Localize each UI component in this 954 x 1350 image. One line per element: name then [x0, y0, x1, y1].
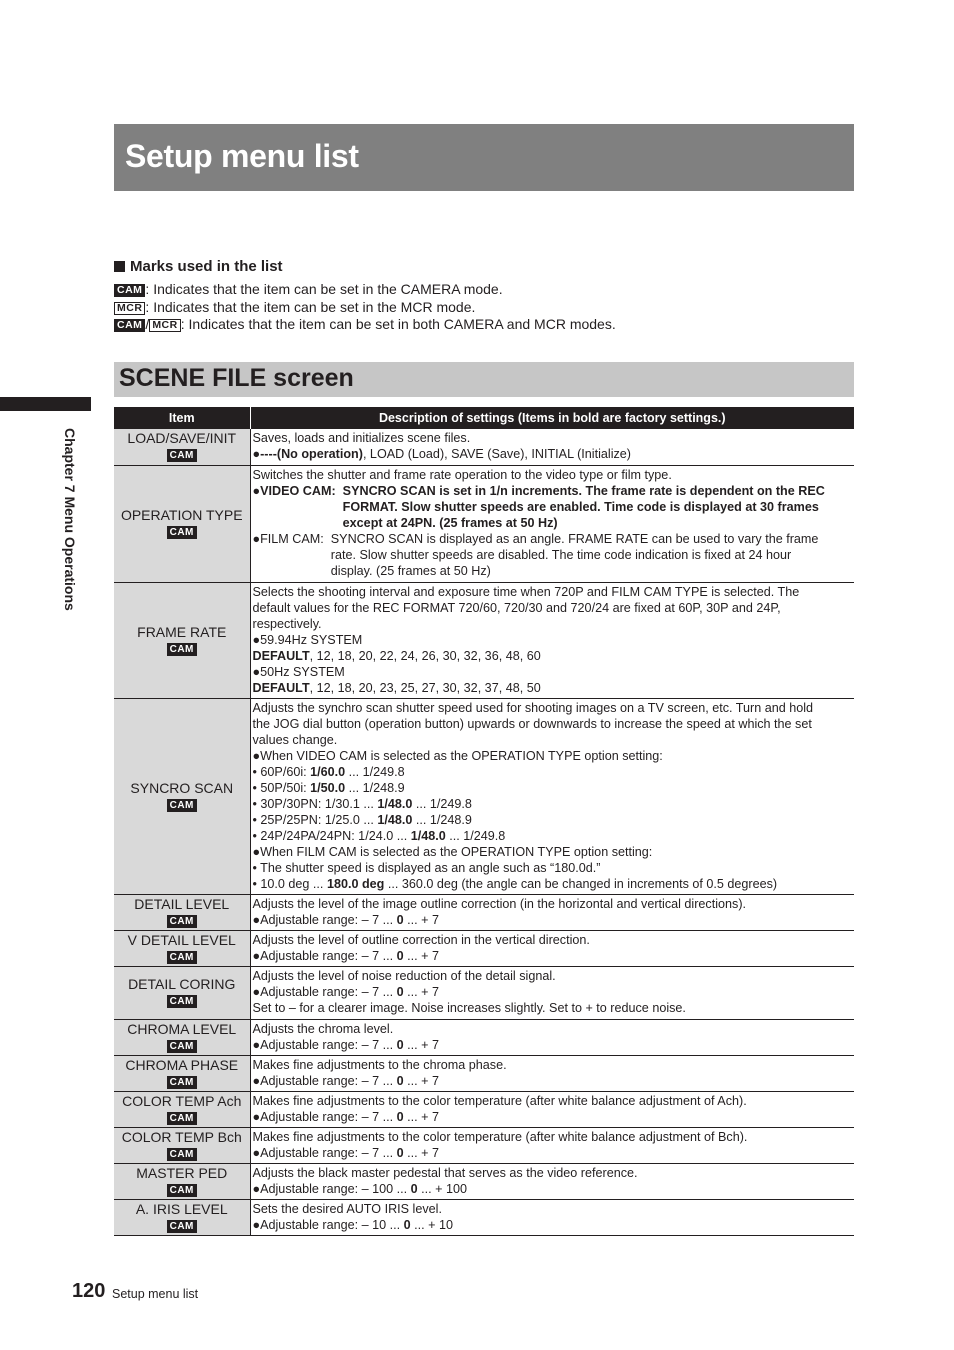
- description-cell: [250, 582, 854, 698]
- description-text: ●Adjustable range: – 7 ...: [252, 1145, 397, 1160]
- cam-badge: CAM: [167, 1220, 197, 1233]
- table-row: [114, 698, 854, 894]
- item-cell: [114, 1199, 250, 1235]
- table-row: [114, 894, 854, 930]
- description-line: [253, 632, 853, 648]
- option-text-line: FORMAT. Slow shutter speeds are enabled. Time code is displayed at 30 frames: [342, 499, 819, 514]
- item-name: COLOR TEMP Ach: [122, 1092, 242, 1109]
- description-text: Makes fine adjustments to the color temperature (after white balance adjustment of Ach).: [252, 1093, 747, 1108]
- factory-setting-text: DEFAULT: [252, 680, 310, 695]
- option-label: ●VIDEO CAM:: [252, 483, 343, 498]
- mcr-badge: MCR: [114, 302, 145, 315]
- item-cell: [114, 429, 250, 465]
- item-name: DETAIL CORING: [128, 976, 236, 992]
- option-block: [253, 531, 853, 579]
- description-line: [253, 584, 853, 600]
- description-line: [253, 430, 853, 446]
- factory-setting-text: 0: [396, 948, 404, 963]
- description-text: Selects the shooting interval and exposure time when 720P and FILM CAM TYPE is selected. The: [252, 584, 800, 599]
- description-line: [253, 1165, 853, 1181]
- cam-badge: CAM: [167, 526, 197, 539]
- cam-badge: CAM: [167, 1184, 197, 1197]
- cam-badge: CAM: [167, 1148, 197, 1161]
- description-cell: [250, 1019, 854, 1055]
- description-line: [253, 984, 853, 1000]
- mark-line-cam: [114, 281, 854, 299]
- description-line: [253, 1201, 853, 1217]
- description-line: [253, 700, 853, 716]
- description-line: [253, 1021, 853, 1037]
- footer-text: Setup menu list: [112, 1287, 199, 1301]
- item-name: FRAME RATE: [137, 623, 227, 640]
- description-text: ... 1/248.9: [345, 780, 405, 795]
- description-text: respectively.: [252, 616, 322, 631]
- factory-setting-text: 1/48.0: [377, 812, 413, 827]
- description-text: ●Adjustable range: – 7 ...: [252, 1073, 397, 1088]
- item-name: LOAD/SAVE/INIT: [127, 430, 237, 447]
- description-line: [253, 1217, 853, 1233]
- description-line: [253, 860, 853, 876]
- cam-badge: CAM: [167, 1112, 197, 1125]
- factory-setting-text: 0: [396, 1109, 404, 1124]
- description-text: , LOAD (Load), SAVE (Save), INITIAL (Initialize): [362, 447, 631, 461]
- cam-badge: CAM: [167, 995, 197, 1008]
- description-text: • 60P/60i:: [252, 764, 311, 779]
- description-text: • 25P/25PN: 1/25.0 ...: [252, 812, 378, 827]
- item-name: MASTER PED: [136, 1164, 228, 1181]
- item-cell: [114, 894, 250, 930]
- description-text: • 50P/50i:: [252, 780, 311, 795]
- option-text-line: rate. Slow shutter speeds are disabled. The time code indication is fixed at 24 hour: [330, 547, 792, 562]
- description-text: ... + 7: [403, 1145, 440, 1160]
- item-cell: [114, 1091, 250, 1127]
- description-text: ●Adjustable range: – 100 ...: [252, 1181, 411, 1196]
- description-text: ●Adjustable range: – 7 ...: [252, 948, 397, 963]
- item-cell: [114, 1055, 250, 1091]
- description-text: Adjusts the level of noise reduction of the detail signal.: [252, 968, 556, 983]
- table-row: [114, 966, 854, 1019]
- description-line: [253, 780, 853, 796]
- table-row: [114, 582, 854, 698]
- description-line: [253, 968, 853, 984]
- description-cell: [250, 1199, 854, 1235]
- factory-setting-text: DEFAULT: [252, 648, 310, 663]
- description-line: [253, 876, 853, 892]
- table-header-row: [114, 407, 854, 429]
- item-cell: [114, 930, 250, 966]
- item-cell: [114, 1019, 250, 1055]
- description-text: ... + 7: [403, 948, 440, 963]
- factory-setting-text: 0: [396, 1073, 404, 1088]
- description-text: ... + 7: [403, 984, 440, 999]
- marks-heading-text: Marks used in the list: [130, 258, 283, 275]
- factory-setting-text: 180.0 deg: [326, 876, 385, 891]
- description-line: [253, 1057, 853, 1073]
- description-text: , 12, 18, 20, 22, 24, 26, 30, 32, 36, 48, 60: [309, 648, 541, 663]
- description-text: ●When VIDEO CAM is selected as the OPERATION TYPE option setting:: [252, 748, 663, 763]
- description-line: [253, 648, 853, 664]
- description-text: ●Adjustable range: – 10 ...: [252, 1217, 404, 1232]
- description-text: ●50Hz SYSTEM: [252, 664, 345, 679]
- item-cell: [114, 1163, 250, 1199]
- option-text-line: SYNCRO SCAN is displayed as an angle. FRAME RATE can be used to vary the frame: [330, 531, 819, 546]
- item-name: COLOR TEMP Bch: [121, 1128, 242, 1145]
- item-cell: [114, 1127, 250, 1163]
- factory-setting-text: 1/48.0: [377, 796, 413, 811]
- badge-separator: /: [145, 316, 150, 332]
- description-cell: [250, 1091, 854, 1127]
- item-name: OPERATION TYPE: [120, 507, 243, 523]
- table-row: [114, 1019, 854, 1055]
- description-line: [253, 1181, 853, 1197]
- table-body: [114, 429, 854, 1235]
- table-row: [114, 429, 854, 465]
- description-text: Adjusts the synchro scan shutter speed used for shooting images on a TV screen, etc. Turn and hold: [252, 700, 814, 715]
- description-text: Makes fine adjustments to the chroma phase.: [252, 1057, 507, 1072]
- header-item: Item: [114, 407, 250, 429]
- section-title: SCENE FILE screen: [119, 364, 354, 392]
- description-text: Makes fine adjustments to the color temperature (after white balance adjustment of Bch).: [252, 1129, 748, 1144]
- description-text: ... 1/249.8: [445, 828, 506, 843]
- option-block: [253, 483, 853, 531]
- description-text: Set to – for a clearer image. Noise increases slightly. Set to + to reduce noise.: [252, 1000, 686, 1015]
- description-line: [253, 467, 853, 483]
- description-text: ... + 100: [417, 1181, 468, 1196]
- description-text: ●When FILM CAM is selected as the OPERATION TYPE option setting:: [252, 844, 653, 859]
- description-text: ●Adjustable range: – 7 ...: [252, 912, 397, 927]
- table-row: [114, 1163, 854, 1199]
- option-text-line: SYNCRO SCAN is set in 1/n increments. The frame rate is dependent on the REC: [342, 483, 825, 498]
- description-text: ... + 7: [403, 1073, 440, 1088]
- description-cell: [250, 894, 854, 930]
- mark-line-mcr: [114, 299, 854, 317]
- description-cell: [250, 1055, 854, 1091]
- description-text: Saves, loads and initializes scene files.: [252, 431, 471, 445]
- table-row: [114, 1055, 854, 1091]
- header-description: Description of settings (Items in bold are factory settings.): [250, 407, 854, 429]
- description-text: default values for the REC FORMAT 720/60, 720/30 and 720/24 are fixed at 60P, 30P and 24P,: [252, 600, 781, 615]
- description-line: [253, 948, 853, 964]
- title-banner: [114, 124, 854, 191]
- description-line: [253, 748, 853, 764]
- description-text: ... 360.0 deg (the angle can be changed in increments of 0.5 degrees): [384, 876, 778, 891]
- description-text: ●: [252, 447, 261, 461]
- description-text: ●Adjustable range: – 7 ...: [252, 1037, 397, 1052]
- item-name: CHROMA LEVEL: [127, 1020, 237, 1037]
- option-text: [331, 531, 819, 579]
- description-text: ... + 7: [403, 1037, 440, 1052]
- table-row: [114, 930, 854, 966]
- description-text: Adjusts the level of outline correction in the vertical direction.: [252, 932, 590, 947]
- table-row: [114, 1199, 854, 1235]
- item-cell: [114, 698, 250, 894]
- description-line: [253, 1109, 853, 1125]
- mark-text-mcr: : Indicates that the item can be set in the MCR mode.: [145, 298, 476, 315]
- cam-badge: CAM: [167, 915, 197, 928]
- description-line: [253, 912, 853, 928]
- cam-badge: CAM: [167, 643, 197, 656]
- item-cell: [114, 966, 250, 1019]
- description-text: ... + 7: [403, 1109, 440, 1124]
- description-text: the JOG dial button (operation button) upwards or downwards to increase the speed at which the set: [252, 716, 812, 731]
- factory-setting-text: 0: [403, 1217, 411, 1232]
- description-cell: [250, 698, 854, 894]
- description-text: ... 1/249.8: [345, 764, 405, 779]
- description-text: • 24P/24PA/24PN: 1/24.0 ...: [252, 828, 411, 843]
- description-line: [253, 932, 853, 948]
- table-row: [114, 465, 854, 582]
- option-label: ●FILM CAM:: [252, 531, 331, 546]
- description-line: [253, 600, 853, 616]
- scene-file-table: [114, 407, 854, 1236]
- description-line: [253, 1145, 853, 1161]
- cam-badge: CAM: [167, 449, 197, 462]
- mark-text-cam: : Indicates that the item can be set in the CAMERA mode.: [145, 281, 503, 297]
- description-text: ... 1/249.8: [412, 796, 472, 811]
- description-text: ... + 10: [410, 1217, 454, 1232]
- description-line: [253, 664, 853, 680]
- description-line: [253, 446, 853, 462]
- item-cell: [114, 582, 250, 698]
- table-row: [114, 1091, 854, 1127]
- description-text: • 30P/30PN: 1/30.1 ...: [252, 796, 378, 811]
- description-cell: [250, 1163, 854, 1199]
- cam-badge: CAM: [167, 799, 197, 812]
- factory-setting-text: 0: [396, 984, 404, 999]
- description-text: ●Adjustable range: – 7 ...: [252, 984, 397, 999]
- description-cell: [250, 966, 854, 1019]
- factory-setting-text: 1/48.0: [410, 828, 446, 843]
- factory-setting-text: 0: [396, 1145, 404, 1160]
- factory-setting-text: 0: [410, 1181, 418, 1196]
- cam-badge: CAM: [167, 1040, 197, 1053]
- cam-badge: CAM: [114, 284, 145, 297]
- item-name: SYNCRO SCAN: [130, 779, 234, 796]
- item-name: A. IRIS LEVEL: [135, 1200, 228, 1217]
- factory-setting-text: ----(No operation): [260, 447, 363, 461]
- mark-line-both: [114, 316, 854, 334]
- item-name: DETAIL LEVEL: [134, 895, 230, 912]
- description-text: ●Adjustable range: – 7 ...: [252, 1109, 397, 1124]
- factory-setting-text: 1/50.0: [310, 780, 346, 795]
- page-title: Setup menu list: [125, 138, 359, 174]
- description-line: [253, 828, 853, 844]
- description-line: [253, 796, 853, 812]
- description-line: [253, 1129, 853, 1145]
- description-cell: [250, 429, 854, 465]
- description-text: ... 1/248.9: [412, 812, 472, 827]
- item-name: CHROMA PHASE: [125, 1056, 239, 1073]
- page-number: 120: [72, 1280, 106, 1302]
- description-text: ... + 7: [403, 912, 440, 927]
- description-cell: [250, 930, 854, 966]
- mcr-badge: MCR: [149, 319, 180, 332]
- cam-badge: CAM: [114, 319, 145, 332]
- description-text: Switches the shutter and frame rate operation to the video type or film type.: [252, 467, 672, 482]
- factory-setting-text: 0: [396, 1037, 404, 1052]
- item-name: V DETAIL LEVEL: [127, 931, 236, 948]
- description-text: Adjusts the black master pedestal that serves as the video reference.: [252, 1165, 638, 1180]
- marks-heading: [114, 258, 854, 275]
- description-text: ●59.94Hz SYSTEM: [252, 632, 363, 647]
- description-text: Sets the desired AUTO IRIS level.: [252, 1201, 442, 1216]
- option-text-line: display. (25 frames at 50 Hz): [330, 563, 491, 578]
- description-cell: [250, 1127, 854, 1163]
- cam-badge: CAM: [167, 951, 197, 964]
- description-text: Adjusts the level of the image outline correction (in the horizontal and vertical directions).: [252, 896, 747, 911]
- description-line: [253, 896, 853, 912]
- option-text-line: except at 24PN. (25 frames at 50 Hz): [342, 515, 558, 530]
- description-cell: [250, 465, 854, 582]
- description-text: values change.: [252, 732, 338, 747]
- chapter-tab-bar: [0, 397, 91, 411]
- description-line: [253, 764, 853, 780]
- description-line: [253, 1073, 853, 1089]
- factory-setting-text: 1/60.0: [310, 764, 346, 779]
- description-text: • The shutter speed is displayed as an angle such as “180.0d.”: [252, 860, 601, 875]
- description-line: [253, 1037, 853, 1053]
- description-text: , 12, 18, 20, 23, 25, 27, 30, 32, 37, 48, 50: [309, 680, 541, 695]
- mark-text-both: : Indicates that the item can be set in both CAMERA and MCR modes.: [180, 316, 616, 332]
- description-line: [253, 680, 853, 696]
- factory-setting-text: 0: [396, 912, 404, 927]
- table-row: [114, 1127, 854, 1163]
- description-line: [253, 812, 853, 828]
- description-line: [253, 716, 853, 732]
- description-text: • 10.0 deg ...: [252, 876, 327, 891]
- square-bullet-icon: [114, 261, 125, 272]
- description-line: [253, 732, 853, 748]
- description-line: [253, 1093, 853, 1109]
- description-line: [253, 1000, 853, 1016]
- description-text: Adjusts the chroma level.: [252, 1021, 394, 1036]
- cam-badge: CAM: [167, 1076, 197, 1089]
- chapter-label: Chapter 7 Menu Operations: [62, 428, 78, 611]
- description-line: [253, 616, 853, 632]
- section-banner: [114, 362, 854, 397]
- item-cell: [114, 465, 250, 582]
- option-text: [343, 483, 825, 531]
- marks-legend: [114, 258, 854, 334]
- description-line: [253, 844, 853, 860]
